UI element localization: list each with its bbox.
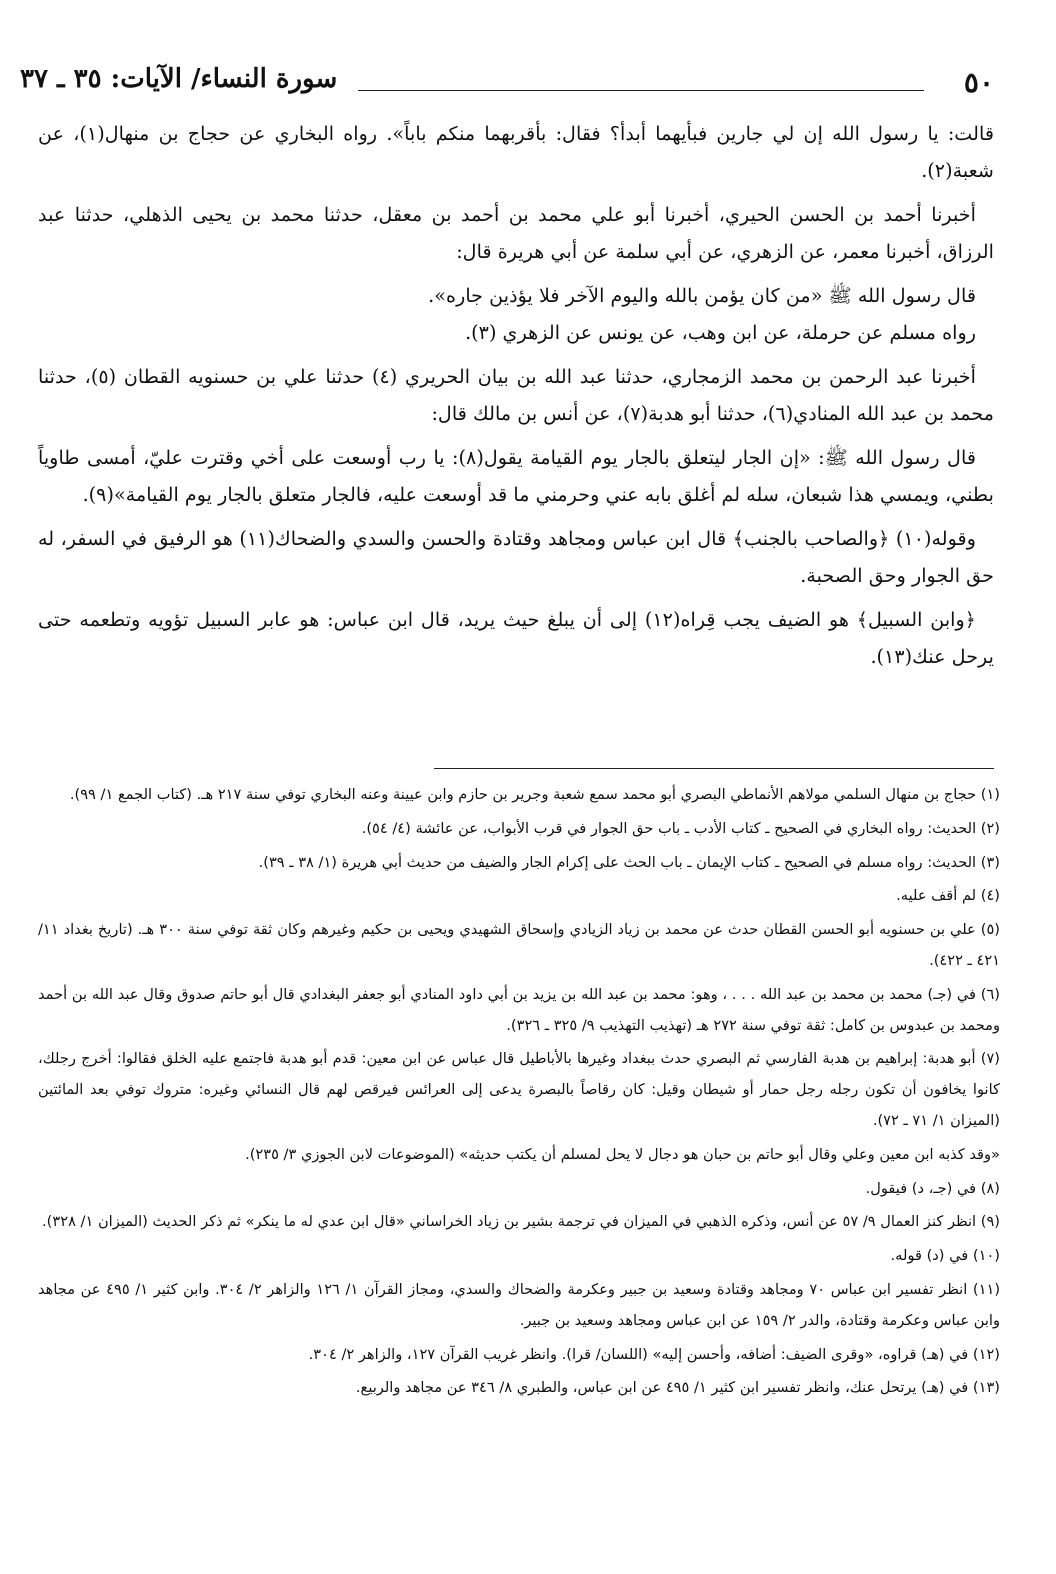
- main-text: [38, 116, 994, 683]
- footnote-2: (٢) الحديث: رواه البخاري في الصحيح ـ كتاب الأدب ـ باب حق الجوار في قرب الأبواب، عن عائشة (٤/ ٥٤).: [361, 819, 1000, 837]
- footnote-13: (١٣) في (هـ) يرتحل عنك، وانظر تفسير ابن كثير ١/ ٤٩٥ عن ابن عباس، والطبري ٨/ ٣٤٦ عن مجاهد والربيع.: [355, 1379, 1000, 1397]
- paragraph-1: قالت: يا رسول الله إن لي جارين فبأيهما أبدأ؟ فقال: بأقربهما منكم باباً». رواه البخاري عن حجاج بن منهال(١)، عن شعبة(٢).: [38, 122, 994, 182]
- paragraph-7: وقوله(١٠) ﴿والصاحب بالجنب﴾ قال ابن عباس ومجاهد وقتادة والحسن والسدي والضحاك(١١) هو الرفيق في السفر، له حق الجوار وحق الصحبة.: [38, 527, 994, 587]
- paragraph-8: ﴿وابن السبيل﴾ هو الضيف يجب قِراه(١٢) إلى أن يبلغ حيث يريد، قال ابن عباس: هو عابر السبيل تؤويه وتطعمه حتى يرحل عنك(١٣).: [38, 608, 994, 668]
- footnote-5: (٥) علي بن حسنويه أبو الحسن القطان حدث عن محمد بن زياد الزيادي وإسحاق الشهيدي ويحيى بن حكيم وغيرهم وكان ثقة توفي سنة ٣٠٠ هـ. (تاريخ بغداد ١١/ ٤٢١ ـ ٤٢٢).: [38, 921, 1000, 969]
- footnote-6: (٦) في (جـ) محمد بن محمد بن عبد الله . . . ، وهو: محمد بن عبد الله بن يزيد بن أبي داود المنادي أبو جعفر البغدادي قال أبو حاتم صدوق وقال عبد الله بن أحمد ومحمد بن عبدوس بن كامل: ثقة توفي سنة ٢٧٢ هـ (تهذيب التهذيب ٩/ ٣٢٥ ـ ٣٢٦).: [38, 985, 1000, 1034]
- paragraph-2: أخبرنا أحمد بن الحسن الحيري، أخبرنا أبو علي محمد بن أحمد بن معقل، حدثنا محمد بن يحيى الذهلي، حدثنا عبد الرزاق، أخبرنا معمر، عن الزهري، عن أبي سلمة عن أبي هريرة قال:: [38, 203, 994, 263]
- page-number: ٥٠: [963, 66, 994, 99]
- paragraph-5: أخبرنا عبد الرحمن بن محمد الزمجاري، حدثنا عبد الله بن بيان الحريري (٤) حدثنا علي بن حسنويه القطان (٥)، حدثنا محمد بن عبد الله المنادي(٦)، حدثنا أبو هدبة(٧)، عن أنس بن مالك قال:: [38, 365, 994, 425]
- running-title: سورة النساء/ الآيات: ٣٥ ـ ٣٧: [20, 64, 338, 94]
- footnote-1: (١) حجاج بن منهال السلمي مولاهم الأنماطي البصري أبو محمد سمع شعبة وجرير بن حازم وابن عيينة وعنه البخاري توفي سنة ٢١٧ هـ. (كتاب الجمع ١/ ٩٩).: [69, 786, 1000, 803]
- paragraph-4: رواه مسلم عن حرملة، عن ابن وهب، عن يونس عن الزهري (٣).: [465, 320, 976, 344]
- footnote-7: (٧) أبو هدبة: إبراهيم بن هدبة الفارسي ثم البصري حدث ببغداد وغيرها بالأباطيل قال عباس عن ابن معين: قدم أبو هدبة فاجتمع عليه الخلق فقالوا: أخرج رجلك، كانوا يخافون أن تكون رجله رجل حمار أو شيطان وقيل: كان رقاصاً بالبصرة يدعى إلى العرائس فيرقص لهم قال النسائي وغيره: متروك توفي بعد المائتين (الميزان ١/ ٧١ ـ ٧٢).: [38, 1050, 1000, 1129]
- footnotes: [38, 780, 1000, 1407]
- paragraph-6: قال رسول الله ﷺ: «إن الجار ليتعلق بالجار يوم القيامة يقول(٨): يا رب أوسعت على أخي وقترت عليّ، أمسى طاوياً بطني، ويمسي هذا شبعان، سله لم أغلق بابه عني وحرمني ما قد أوسعت عليه، فالجار متعلق بالجار يوم القيامة»(٩).: [38, 446, 994, 506]
- footnote-4: (٤) لم أقف عليه.: [896, 887, 1000, 905]
- paragraph-3: قال رسول الله ﷺ «من كان يؤمن بالله واليوم الآخر فلا يؤذين جاره».: [428, 284, 976, 307]
- footnote-8: (٨) في (جـ، د) فيقول.: [865, 1179, 1000, 1197]
- page-header: [20, 62, 994, 102]
- footnote-11: (١١) انظر تفسير ابن عباس ٧٠ ومجاهد وقتادة وسعيد بن جبير وعكرمة والضحاك والسدي، ومجاز القرآن ١/ ١٢٦ والزاهر ٢/ ٣٠٤. وابن كثير ١/ ٤٩٥ عن مجاهد وابن عباس وعكرمة وقتادة، والدر ٢/ ١٥٩ عن ابن عباس ومجاهد وسعيد بن جبير.: [38, 1280, 1001, 1329]
- footnote-9: (٩) انظر كنز العمال ٩/ ٥٧ عن أنس، وذكره الذهبي في الميزان في ترجمة بشير بن زياد الخراساني «قال ابن عدي له ما ينكر» ثم ذكر الحديث (الميزان ١/ ٣٢٨).: [42, 1213, 1000, 1231]
- header-rule: [358, 90, 924, 91]
- footnote-separator: [434, 768, 994, 769]
- footnote-12: (١٢) في (هـ) قراوه، «وقرى الضيف: أضافه، وأحسن إليه» (اللسان/ قرا). وانظر غريب القرآن ١٢٧، والزاهر ٢/ ٣٠٤.: [308, 1345, 1000, 1363]
- footnote-3: (٣) الحديث: رواه مسلم في الصحيح ـ كتاب الإيمان ـ باب الحث على إكرام الجار والضيف من حديث أبي هريرة (١/ ٣٨ ـ ٣٩).: [258, 853, 1000, 871]
- footnote-10: (١٠) في (د) قوله.: [890, 1247, 1000, 1265]
- footnote-7-continued: «وقد كذبه ابن معين وعلي وقال أبو حاتم بن حبان هو دجال لا يحل لمسلم أن يكتب حديثه» (الموضوعات لابن الجوزي ٣/ ٢٣٥).: [245, 1145, 1000, 1163]
